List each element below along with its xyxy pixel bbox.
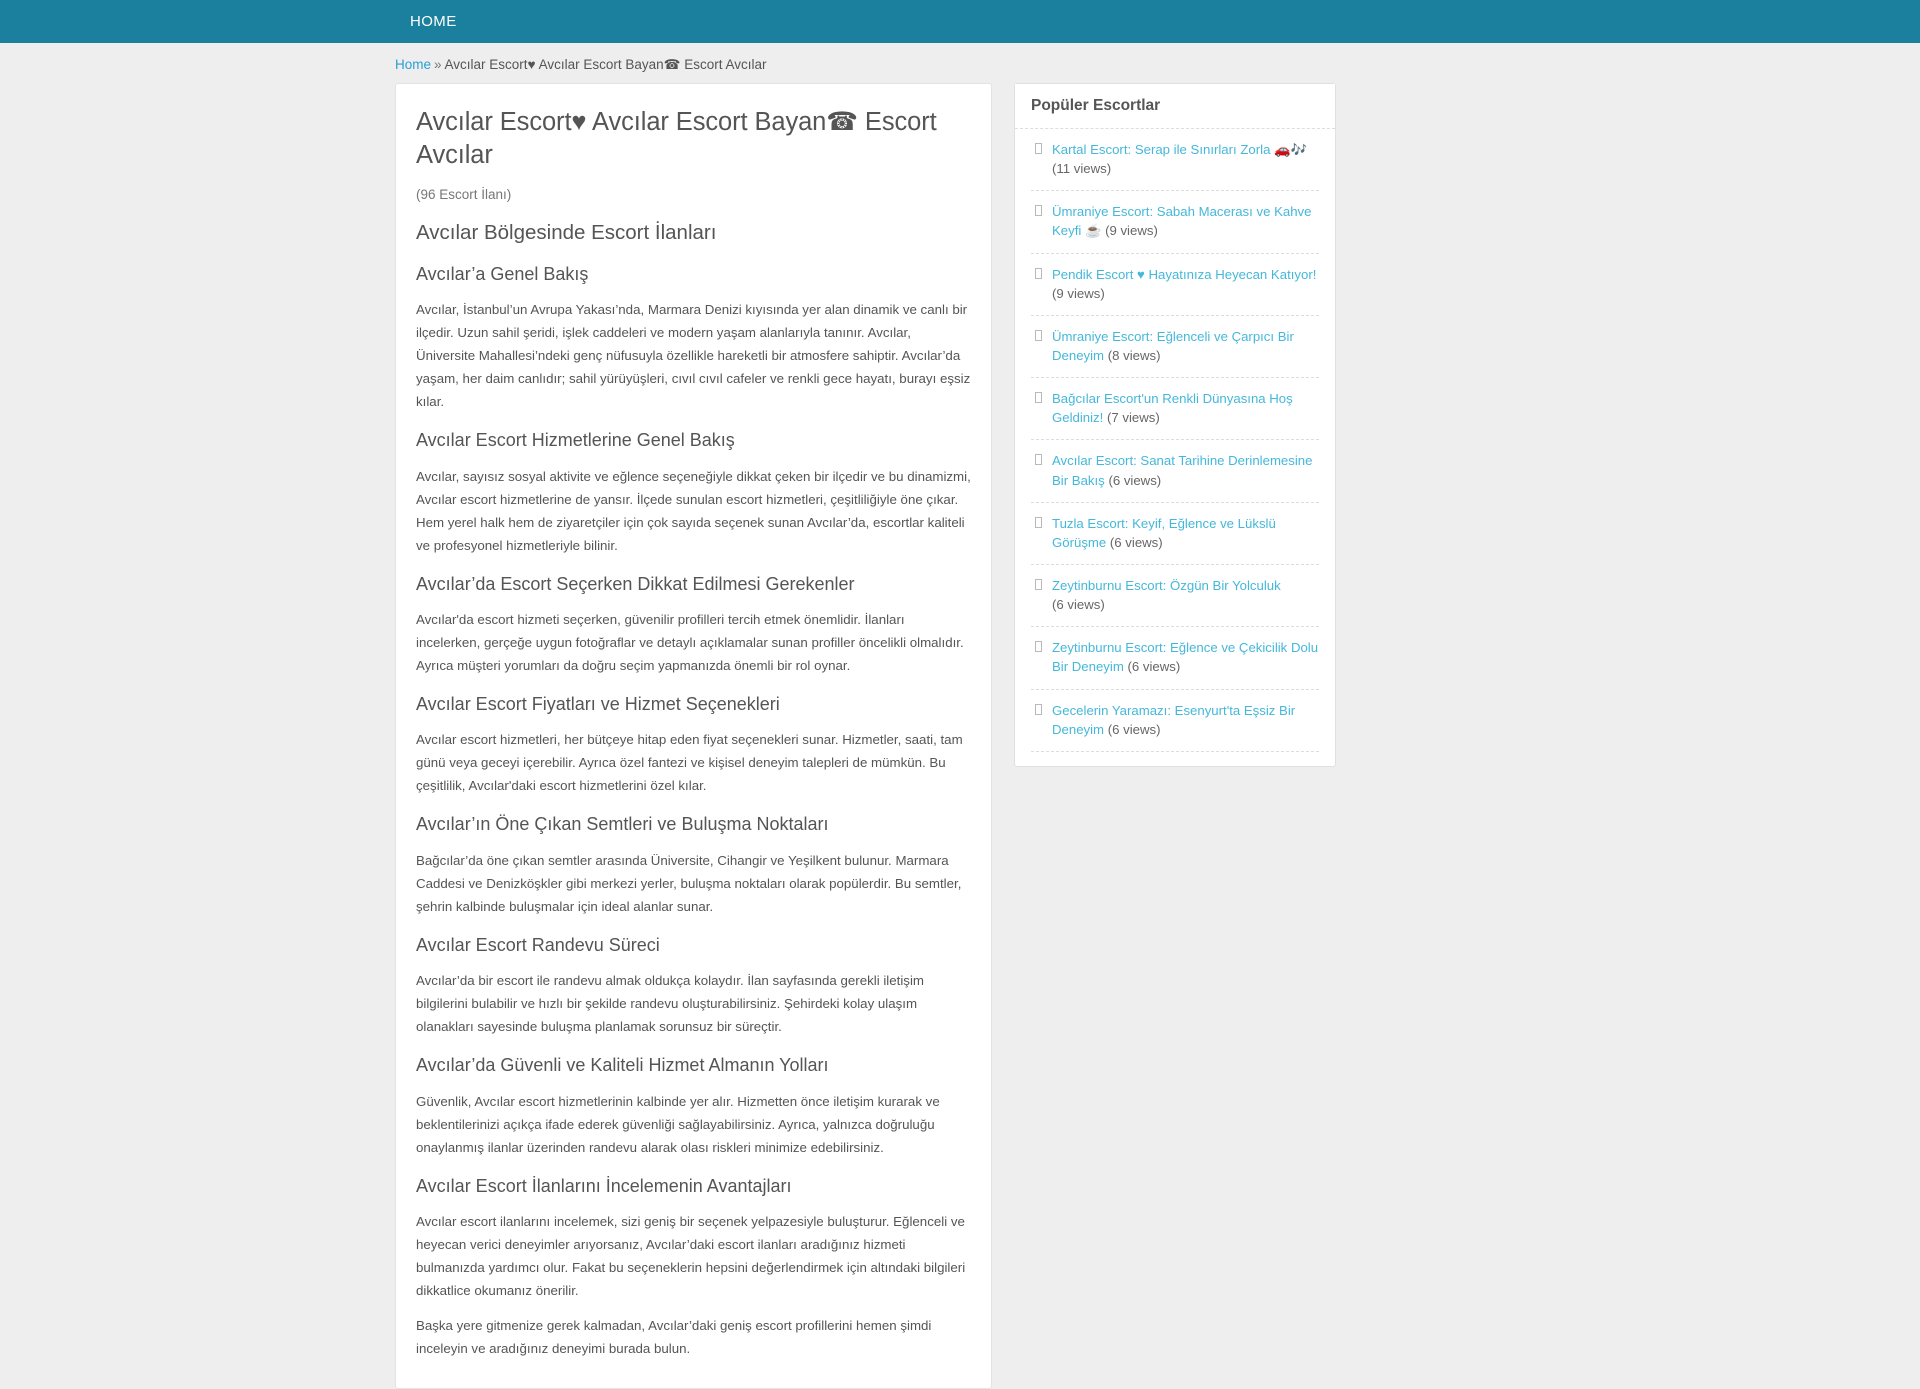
section-heading: Avcılar’da Güvenli ve Kaliteli Hizmet Almanın Yolları: [416, 1055, 829, 1076]
section-paragraph: Avcılar, İstanbul’un Avrupa Yakası’nda, Marmara Denizi kıyısında yer alan dinamik ve canlı bir ilçedir. Uzun sahil şeridi, işlek caddeleri ve modern yaşam alanlarıyla tanınır. Avcılar, Üniversite Mahallesi’ndeki genç nüfusuyla özellikle hareketli bir atmosfere sahiptir. Avcılar’da yaşam, her daim canlıdır; sahil yürüyüşleri, cıvıl cıvıl cafeler ve renkli gece hayatı, burayı eşsiz kılar.: [416, 302, 971, 410]
section-paragraph: Bağcılar’da öne çıkan semtler arasında Üniversite, Cihangir ve Yeşilkent bulunur. Marmara Caddesi ve Denizköşkler gibi merkezi yerler, buluşma noktaları olarak popülerdir. Bu semtler, şehrin kalbinde buluşmalar için ideal alanlar sunar.: [416, 852, 962, 914]
missing-glyph-box-icon: [1035, 454, 1042, 465]
popular-escort-link[interactable]: Ümraniye Escort: Sabah Macerası ve Kahve Keyfi ☕: [1052, 204, 1312, 239]
section-paragraph: Avcılar escort ilanlarını incelemek, sizi geniş bir seçenek yelpazesiyle buluşturur. Eğlenceli ve heyecan verici deneyimler arıyorsanız, Avcılar’daki escort ilanları aradığınız hizmeti bulmanızda yardımcı olur. Fakat bu seçeneklerin hepsini değerlendirmek için altındaki bilgileri dikkatlice okumanız önerilir.: [416, 1214, 966, 1299]
missing-glyph-box-icon: [1035, 517, 1042, 528]
view-count: (7 views): [1106, 410, 1160, 426]
list-item[interactable]: [1031, 191, 1319, 253]
telephone-icon: ☎: [663, 57, 681, 73]
list-item-text: [1052, 451, 1319, 489]
popular-escort-link[interactable]: Kartal Escort: Serap ile Sınırları Zorla 🚗🎶: [1052, 142, 1307, 157]
view-count: (9 views): [1052, 285, 1105, 301]
section-paragraph: Güvenlik, Avcılar escort hizmetlerinin kalbinde yer alır. Hizmetten önce iletişim kurarak ve beklentilerinizi açıkça ifade ederek güvenliği sağlayabilirsiniz. Ayrıca, yalnızca doğruluğu onaylanmış ilanlar üzerinden randevu alarak olası riskleri minimize edebilirsiniz.: [416, 1093, 940, 1155]
list-item-text: [1052, 140, 1319, 178]
popular-escort-link[interactable]: Gecelerin Yaramazı: Esenyurt'ta Eşsiz Bir Deneyim: [1052, 702, 1296, 737]
list-item-text: [1052, 389, 1319, 427]
page-title-part1: Avcılar Escort♥ Avcılar Escort Bayan: [416, 108, 827, 136]
section-heading: Avcılar’ın Öne Çıkan Semtleri ve Buluşma Noktaları: [416, 814, 829, 835]
missing-glyph-box-icon: [1035, 641, 1042, 652]
top-navbar: [0, 0, 1920, 43]
breadcrumb-current-part1: Avcılar Escort♥ Avcılar Escort Bayan: [444, 57, 664, 72]
list-item[interactable]: [1031, 440, 1319, 502]
breadcrumb: [277, 43, 1643, 83]
popular-escort-link[interactable]: Zeytinburnu Escort: Eğlence ve Çekicilik Dolu Bir Deneyim: [1052, 640, 1319, 675]
popular-list: [1015, 129, 1335, 766]
list-item[interactable]: [1031, 565, 1319, 627]
view-count: (6 views): [1109, 534, 1163, 550]
page-title-part2: Escort Avcılar: [416, 108, 937, 169]
page-container: [277, 83, 1643, 1389]
section-heading: Avcılar Escort Hizmetlerine Genel Bakış: [416, 430, 735, 451]
telephone-icon: ☎: [826, 107, 858, 137]
popular-escort-link[interactable]: Avcılar Escort: Sanat Tarihine Derinlemesine Bir Bakış: [1052, 453, 1313, 488]
view-count: (8 views): [1107, 347, 1161, 363]
section-paragraph: Başka yere gitmenize gerek kalmadan, Avcılar’daki geniş escort profillerini hemen şimdi inceleyin ve aradığınız deneyimi burada bulun.: [416, 1318, 932, 1357]
popular-escort-link[interactable]: Zeytinburnu Escort: Özgün Bir Yolculuk: [1052, 577, 1281, 593]
list-item[interactable]: [1031, 378, 1319, 440]
list-item[interactable]: [1031, 254, 1319, 316]
content-column: [395, 83, 992, 1389]
view-count: (6 views): [1108, 472, 1162, 488]
list-item-text: [1052, 638, 1319, 676]
navbar-inner: [277, 0, 1643, 43]
view-count: (9 views): [1105, 223, 1158, 239]
article-card: [395, 83, 992, 1389]
section-heading: Avcılar Escort Randevu Süreci: [416, 934, 660, 955]
list-item-text: [1052, 701, 1319, 739]
missing-glyph-box-icon: [1035, 704, 1042, 715]
panel-title: Popüler Escortlar: [1015, 84, 1335, 129]
section-heading: Avcılar’da Escort Seçerken Dikkat Edilmesi Gerekenler: [416, 573, 855, 594]
popular-escort-link[interactable]: Ümraniye Escort: Eğlenceli ve Çarpıcı Bir Deneyim: [1052, 328, 1294, 363]
missing-glyph-box-icon: [1035, 268, 1042, 279]
ad-count: (96 Escort İlanı): [416, 187, 512, 203]
list-item-text: [1052, 327, 1319, 365]
view-count: (6 views): [1052, 597, 1105, 613]
popular-escort-link[interactable]: Pendik Escort ♥ Hayatınıza Heyecan Katıyor!: [1052, 266, 1317, 282]
missing-glyph-box-icon: [1035, 392, 1042, 403]
popular-escort-link[interactable]: Tuzla Escort: Keyif, Eğlence ve Lükslü Görüşme: [1052, 515, 1276, 550]
section-heading: Avcılar’a Genel Bakış: [416, 263, 589, 284]
list-item-text: [1052, 576, 1319, 614]
missing-glyph-box-icon: [1035, 143, 1042, 154]
section-paragraph: Avcılar’da bir escort ile randevu almak oldukça kolaydır. İlan sayfasında gerekli iletişim bilgilerini bulabilir ve hızlı bir şekilde randevu oluşturabilirsiniz. Şehirdeki kolay ulaşım olanakları sayesinde buluşma planlamak sorunsuz bir süreçtir.: [416, 973, 924, 1035]
breadcrumb-current-part2: Escort Avcılar: [680, 57, 767, 72]
section-heading: Avcılar Escort Fiyatları ve Hizmet Seçenekleri: [416, 694, 780, 715]
breadcrumb-separator: »: [434, 57, 442, 72]
view-count: (11 views): [1052, 161, 1112, 177]
sidebar-column: [1014, 83, 1336, 767]
article-sections: [416, 263, 971, 1360]
breadcrumb-link-home[interactable]: Home: [395, 57, 432, 72]
list-item[interactable]: [1031, 690, 1319, 752]
section-paragraph: Avcılar, sayısız sosyal aktivite ve eğlence seçeneğiyle dikkat çeken bir ilçedir ve bu dinamizmi, Avcılar escort hizmetlerine de yansır. İlçede sunulan escort hizmetleri, çeşitliliğiyle öne çıkar. Hem yerel halk hem de ziyaretçiler için çok sayıda seçenek sunan Avcılar’da, escortlar kaliteli ve profesyonel hizmetleriyle bilinir.: [416, 468, 971, 553]
missing-glyph-box-icon: [1035, 205, 1042, 216]
popular-escorts-panel: [1014, 83, 1336, 767]
view-count: (6 views): [1127, 659, 1181, 675]
page-title: [416, 106, 971, 171]
missing-glyph-box-icon: [1035, 579, 1042, 590]
list-item[interactable]: [1031, 503, 1319, 565]
list-item-text: [1052, 514, 1319, 552]
section-paragraph: Avcılar'da escort hizmeti seçerken, güvenilir profilleri tercih etmek önemlidir. İlanları incelerken, gerçeğe uygun fotoğraflar ve detaylı açıklamalar sunan profiller öncelikli olmalıdır. Ayrıca müşteri yorumları da doğru seçim yapmanızda önemli bir rol oynar.: [416, 612, 964, 674]
section-title: Avcılar Bölgesinde Escort İlanları: [416, 221, 717, 245]
list-item[interactable]: [1031, 316, 1319, 378]
section-heading: Avcılar Escort İlanlarını İncelemenin Avantajları: [416, 1175, 792, 1196]
popular-escort-link[interactable]: Bağcılar Escort'un Renkli Dünyasına Hoş Geldiniz!: [1052, 391, 1293, 426]
missing-glyph-box-icon: [1035, 330, 1042, 341]
list-item[interactable]: [1031, 627, 1319, 689]
section-paragraph: Avcılar escort hizmetleri, her bütçeye hitap eden fiyat seçenekleri sunar. Hizmetler, saati, tam günü veya geceyi içerebilir. Ayrıca özel fantezi ve kişisel deneyim talepleri de mümkün. Bu çeşitlilik, Avcılar'daki escort hizmetlerini özel kılar.: [416, 732, 963, 794]
nav-item-home[interactable]: HOME: [410, 13, 457, 30]
view-count: (6 views): [1107, 721, 1161, 737]
list-item[interactable]: [1031, 129, 1319, 191]
list-item-text: [1052, 202, 1319, 240]
list-item-text: [1052, 265, 1319, 303]
